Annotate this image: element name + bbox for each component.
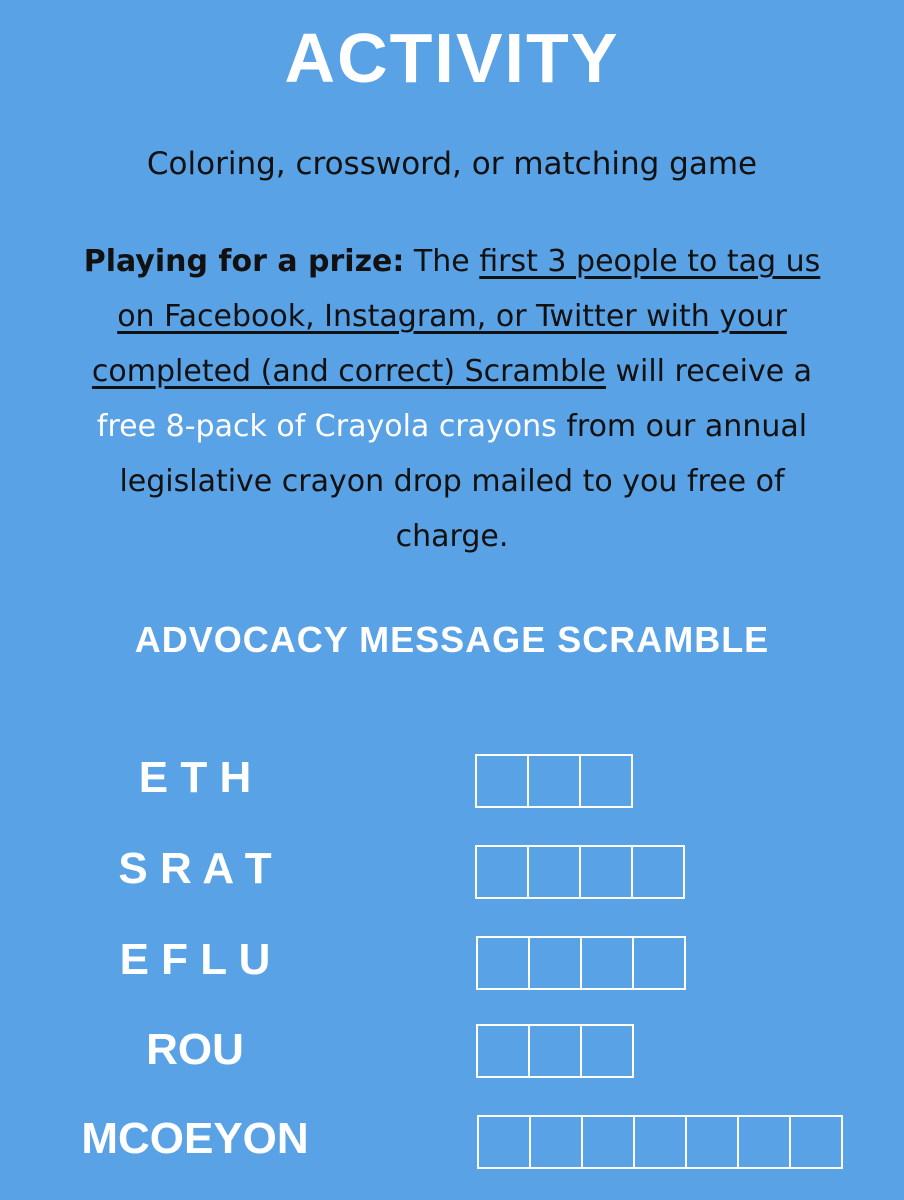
prize-text-1: The	[404, 244, 480, 279]
prize-text-2: will receive a	[605, 354, 813, 389]
answer-boxes[interactable]	[475, 845, 683, 899]
prize-highlight: free 8-pack of Crayola crayons	[96, 409, 557, 444]
answer-box[interactable]	[579, 754, 633, 808]
scramble-title: ADVOCACY MESSAGE SCRAMBLE	[134, 619, 770, 660]
scramble-word: MCOEYON	[81, 1114, 309, 1163]
answer-box[interactable]	[528, 936, 582, 990]
answer-box[interactable]	[529, 1115, 583, 1169]
answer-boxes[interactable]	[476, 936, 684, 990]
prize-text-3: from our annual legislative crayon drop mailed to you free of charge.	[119, 409, 808, 554]
answer-box[interactable]	[527, 754, 581, 808]
scramble-word: E T H	[138, 753, 252, 802]
answer-box[interactable]	[579, 845, 633, 899]
scramble-word: ROU	[146, 1025, 244, 1074]
answer-box[interactable]	[475, 845, 529, 899]
answer-box[interactable]	[581, 1115, 635, 1169]
answer-boxes[interactable]	[475, 754, 631, 808]
answer-box[interactable]	[580, 936, 634, 990]
page-title: ACTIVITY	[284, 19, 620, 97]
answer-box[interactable]	[633, 1115, 687, 1169]
answer-box[interactable]	[737, 1115, 791, 1169]
prize-paragraph	[70, 234, 834, 564]
answer-box[interactable]	[527, 845, 581, 899]
answer-boxes[interactable]	[477, 1115, 841, 1169]
answer-box[interactable]	[631, 845, 685, 899]
prize-condition-link[interactable]: first 3 people to tag us on Facebook, Instagram, or Twitter with your completed (and correct) Scramble	[91, 244, 821, 389]
answer-box[interactable]	[528, 1024, 582, 1078]
answer-box[interactable]	[476, 936, 530, 990]
answer-box[interactable]	[789, 1115, 843, 1169]
scramble-word: S R A T	[118, 844, 272, 893]
answer-box[interactable]	[685, 1115, 739, 1169]
answer-box[interactable]	[477, 1115, 531, 1169]
answer-box[interactable]	[476, 1024, 530, 1078]
scramble-word: E F L U	[119, 935, 271, 984]
activity-description: Coloring, crossword, or matching game	[146, 146, 758, 182]
answer-box[interactable]	[580, 1024, 634, 1078]
prize-lead: Playing for a prize:	[83, 244, 405, 279]
answer-box[interactable]	[475, 754, 529, 808]
answer-box[interactable]	[632, 936, 686, 990]
answer-boxes[interactable]	[476, 1024, 632, 1078]
